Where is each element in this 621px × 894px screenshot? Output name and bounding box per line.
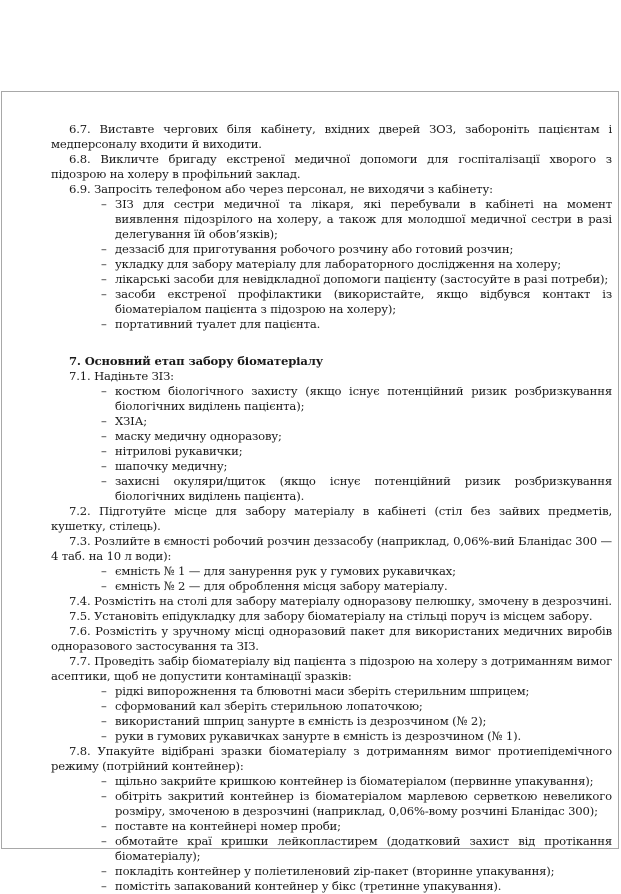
dash-bullet-icon: – <box>101 287 107 301</box>
list-6-9 <box>51 197 612 332</box>
list-item: – портативний туалет для пацієнта. <box>101 317 321 331</box>
list-item: – покладіть контейнер у поліетиленовий zip-пакет (вторинне упакування); <box>101 864 555 878</box>
dash-bullet-icon: – <box>101 864 107 878</box>
list-item: – обітріть закритий контейнер із біоматеріалом марлевою серветкою невеликого розміру, змоченою в дезрозчині (наприклад, 0,06%-вому розчині Бланідас 300); <box>101 789 612 818</box>
list-item: – захисні окуляри/щиток (якщо існує потенційний ризик розбризкування біологічних виділень пацієнта). <box>101 474 612 503</box>
list-item: – костюм біологічного захисту (якщо існує потенційний ризик розбризкування біологічних виділень пацієнта); <box>101 384 612 413</box>
list-item: – ХЗІА; <box>101 414 147 428</box>
list-item: – шапочку медичну; <box>101 459 228 473</box>
paragraph-text: Підготуйте місце для забору матеріалу в кабінеті (стіл без зайвих предметів, кушетку, стілець). <box>51 504 612 533</box>
paragraph-text: Проведіть забір біоматеріалу від пацієнта з підозрою на холеру з дотриманням вимог асептики, щоб не допустити контамінації зразків: <box>51 654 612 683</box>
list-item: – поставте на контейнері номер проби; <box>101 819 341 833</box>
paragraph-text: Надіньте ЗІЗ: <box>94 369 174 383</box>
paragraph-text: Запросіть телефоном або через персонал, не виходячи з кабінету: <box>94 182 493 196</box>
paragraph-text: Виставте чергових біля кабінету, вхідних дверей ЗОЗ, забороніть пацієнтам і медперсоналу входити й виходити. <box>51 122 612 151</box>
list-item: – рідкі випорожнення та блювотні маси зберіть стерильним шприцем; <box>101 684 530 698</box>
paragraph-7-5 <box>51 609 612 624</box>
paragraph-6-7 <box>51 122 612 152</box>
list-item: – засоби екстреної профілактики (використайте, якщо відбувся контакт із біоматеріалом пацієнта з підозрою на холеру); <box>101 287 612 316</box>
dash-bullet-icon: – <box>101 257 107 271</box>
paragraph-text: Розлийте в ємності робочий розчин деззасобу (наприклад, 0,06%-вий Бланідас 300 — 4 таб. на 10 л води): <box>51 534 612 563</box>
paragraph-number: 7.5. <box>69 609 91 623</box>
paragraph-number: 7.3. <box>69 534 91 548</box>
list-item: – маску медичну одноразову; <box>101 429 282 443</box>
list-7-8 <box>51 774 612 894</box>
list-item: – руки в гумових рукавичках занурте в ємність із дезрозчином (№ 1). <box>101 729 522 743</box>
dash-bullet-icon: – <box>101 272 107 286</box>
list-item: – ємність № 1 — для занурення рук у гумових рукавичках; <box>101 564 456 578</box>
list-7-1 <box>51 384 612 504</box>
dash-bullet-icon: – <box>101 242 107 256</box>
paragraph-text: Викличте бригаду екстреної медичної допомоги для госпіталізації хворого з підозрою на холеру в профільний заклад. <box>51 152 612 181</box>
list-item: – ємність № 2 — для оброблення місця забору матеріалу. <box>101 579 448 593</box>
paragraph-number: 7.2. <box>69 504 91 518</box>
dash-bullet-icon: – <box>101 879 107 893</box>
list-item: – щільно закрийте кришкою контейнер із біоматеріалом (первинне упакування); <box>101 774 594 788</box>
paragraph-7-8 <box>51 744 612 774</box>
list-item: – сформований кал зберіть стерильною лопаточкою; <box>101 699 423 713</box>
paragraph-7-3 <box>51 534 612 564</box>
list-item: – укладку для забору матеріалу для лабораторного дослідження на холеру; <box>101 257 561 271</box>
paragraph-7-2 <box>51 504 612 534</box>
dash-bullet-icon: – <box>101 317 107 331</box>
paragraph-text: Упакуйте відібрані зразки біоматеріалу з дотриманням вимог протиепідемічного режиму (потрійний контейнер): <box>51 744 612 773</box>
paragraph-number: 6.9. <box>69 182 91 196</box>
dash-bullet-icon: – <box>101 684 107 698</box>
paragraph-text: Розмістіть у зручному місці одноразовий пакет для використаних медичних виробів одноразового застосування та ЗІЗ. <box>51 624 612 653</box>
list-item: – обмотайте краї кришки лейкопластирем (додатковий захист від протікання біоматеріалу); <box>101 834 612 863</box>
paragraph-number: 6.8. <box>69 152 91 166</box>
dash-bullet-icon: – <box>101 699 107 713</box>
list-item: – помістіть запакований контейнер у бікс (третинне упакування). <box>101 879 502 893</box>
paragraph-number: 7.6. <box>69 624 91 638</box>
dash-bullet-icon: – <box>101 834 107 848</box>
dash-bullet-icon: – <box>101 789 107 803</box>
dash-bullet-icon: – <box>101 197 107 211</box>
dash-bullet-icon: – <box>101 714 107 728</box>
paragraph-number: 6.7. <box>69 122 91 136</box>
dash-bullet-icon: – <box>101 429 107 443</box>
dash-bullet-icon: – <box>101 474 107 488</box>
list-7-3 <box>51 564 612 594</box>
dash-bullet-icon: – <box>101 729 107 743</box>
dash-bullet-icon: – <box>101 819 107 833</box>
dash-bullet-icon: – <box>101 444 107 458</box>
list-item: – використаний шприц занурте в ємність із дезрозчином (№ 2); <box>101 714 487 728</box>
dash-bullet-icon: – <box>101 414 107 428</box>
dash-bullet-icon: – <box>101 459 107 473</box>
paragraph-6-8 <box>51 152 612 182</box>
paragraph-text: Установіть епідукладку для забору біоматеріалу на стільці поруч із місцем забору. <box>94 609 593 623</box>
dash-bullet-icon: – <box>101 579 107 593</box>
dash-bullet-icon: – <box>101 564 107 578</box>
dash-bullet-icon: – <box>101 774 107 788</box>
list-7-7 <box>51 684 612 744</box>
list-item: – деззасіб для приготування робочого розчину або готовий розчин; <box>101 242 514 256</box>
paragraph-number: 7.8. <box>69 744 91 758</box>
paragraph-number: 7.7. <box>69 654 91 668</box>
list-item: – ЗІЗ для сестри медичної та лікаря, які перебували в кабінеті на момент виявлення підозрілого на холеру, а також для молодшої медичної сестри в разі делегування їй обов’язків); <box>101 197 612 241</box>
document-page <box>1 91 619 893</box>
paragraph-7-1 <box>51 369 612 384</box>
paragraph-7-6 <box>51 624 612 654</box>
document-body <box>51 122 612 894</box>
paragraph-text: Розмістіть на столі для забору матеріалу одноразову пелюшку, змочену в дезрозчині. <box>94 594 612 608</box>
list-item: – лікарські засоби для невідкладної допомоги пацієнту (застосуйте в разі потреби); <box>101 272 609 286</box>
paragraph-number: 7.1. <box>69 369 91 383</box>
dash-bullet-icon: – <box>101 384 107 398</box>
paragraph-number: 7.4. <box>69 594 91 608</box>
section-heading-7: 7. Основний етап забору біоматеріалу <box>69 354 324 368</box>
paragraph-6-9 <box>51 182 612 197</box>
paragraph-7-7 <box>51 654 612 684</box>
paragraph-7-4 <box>51 594 612 609</box>
list-item: – нітрилові рукавички; <box>101 444 243 458</box>
